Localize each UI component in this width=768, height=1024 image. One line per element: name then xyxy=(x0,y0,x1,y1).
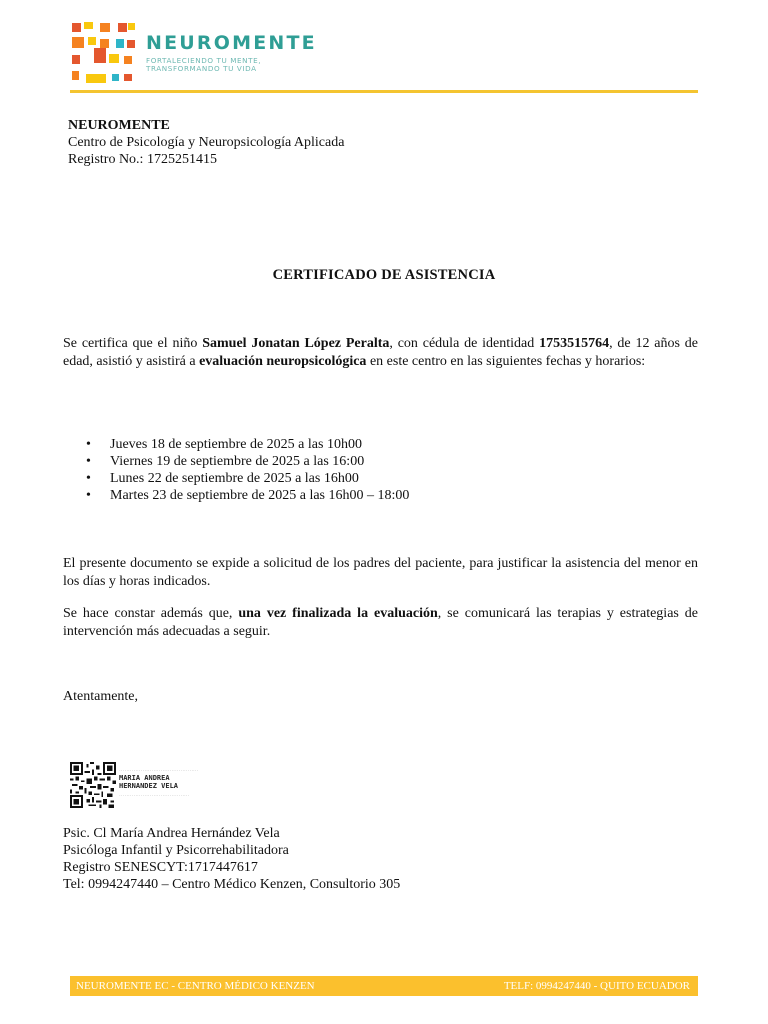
signer-role: Psicóloga Infantil y Psicorrehabilitadora xyxy=(63,843,289,858)
footer-bar xyxy=(70,976,698,996)
signer-contact: Tel: 0994247440 – Centro Médico Kenzen, Consultorio 305 xyxy=(63,877,401,892)
service-name: evaluación neuropsicológica xyxy=(199,354,367,369)
followup-text-2: , se comunicará las terapias y estrategias de intervención más adecuadas a seguir. xyxy=(63,606,698,639)
list-item: • Jueves 18 de septiembre de 2025 a las 10h00 xyxy=(86,436,409,453)
brand-tagline xyxy=(146,57,261,73)
stamp-line2: HERNANDEZ VELA xyxy=(119,782,179,790)
intro-text-2: , con cédula de identidad xyxy=(389,336,540,351)
intro-text-3: , de 12 años de edad, asistió y asistirá a xyxy=(63,336,699,369)
list-item: • Lunes 22 de septiembre de 2025 a las 16h00 xyxy=(86,470,409,487)
tagline-line1: FORTALECIENDO TU MENTE, xyxy=(146,56,262,65)
followup-emphasis: una vez finalizada la evaluación xyxy=(238,606,438,621)
signature-fine-print: ······································· xyxy=(119,793,190,797)
organization-description: Centro de Psicología y Neuropsicología Aplicada xyxy=(68,135,345,150)
stamp-line1: MARIA ANDREA xyxy=(119,774,170,782)
list-item: • Viernes 19 de septiembre de 2025 a las 16:00 xyxy=(86,453,409,470)
signature-stamp-name xyxy=(119,774,178,790)
document-title: CERTIFICADO DE ASISTENCIA xyxy=(272,267,496,283)
signature-fine-print: ············································ xyxy=(119,768,199,772)
followup-text-1: Se hace constar además que, xyxy=(63,606,239,621)
footer-right-text: TELF: 0994247440 - QUITO ECUADOR xyxy=(503,980,690,992)
closing-salutation: Atentamente, xyxy=(63,689,139,704)
signer-registry: Registro SENESCYT:1717447617 xyxy=(63,860,258,875)
patient-id-number: 1753515764 xyxy=(539,336,610,351)
tagline-line2: TRANSFORMANDO TU VIDA xyxy=(146,64,257,73)
intro-text-1: Se certifica que el niño xyxy=(63,336,203,351)
purpose-paragraph: El presente documento se expide a solicitud de los padres del paciente, para justificar la asistencia del menor en los días y horas indicados. xyxy=(63,556,698,589)
organization-name: NEUROMENTE xyxy=(68,118,170,133)
brand-name: NEUROMENTE xyxy=(146,32,317,54)
footer-left-text: NEUROMENTE EC - CENTRO MÉDICO KENZEN xyxy=(76,980,315,992)
schedule-list xyxy=(86,436,409,504)
intro-paragraph xyxy=(63,335,698,371)
header-divider xyxy=(70,90,698,93)
patient-name: Samuel Jonatan López Peralta xyxy=(202,336,390,351)
signer-name: Psic. Cl María Andrea Hernández Vela xyxy=(63,826,280,841)
intro-text-4: en este centro en las siguientes fechas y horarios: xyxy=(366,354,646,369)
signer-block xyxy=(63,825,400,893)
followup-paragraph xyxy=(63,605,698,641)
qr-code-icon xyxy=(70,762,116,808)
organization-block xyxy=(68,117,344,168)
electronic-signature-stamp xyxy=(117,766,199,800)
organization-registry: Registro No.: 1725251415 xyxy=(68,152,217,167)
list-item: • Martes 23 de septiembre de 2025 a las 16h00 – 18:00 xyxy=(86,487,409,504)
